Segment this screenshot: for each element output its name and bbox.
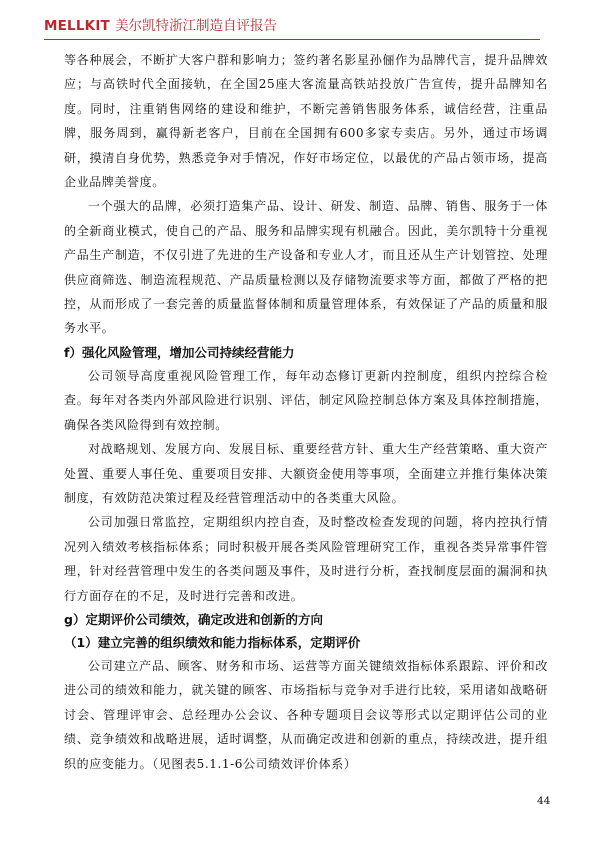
- report-body: [64, 48, 548, 776]
- section-heading-f: f）强化风险管理，增加公司持续经营能力: [64, 344, 295, 360]
- paragraph-performance-evaluation: 公司建立产品、顾客、财务和市场、运营等方面关键绩效指标体系跟踪、评价和改进公司的绩效和能力，就关键的顾客、市场指标与竞争对手进行比较，采用诸如战略研讨会、管理评审会、总经理办公会议、各种专题项目会议等形式以定期评估公司的业绩、竞争绩效和战略进展，适时调整，从而确定改进和创新的重点，持续改进，提升组织的应变能力。（见图表5.1.1-6公司绩效评价体系）: [64, 658, 548, 771]
- header-report-title: 浙江制造自评报告: [169, 18, 278, 34]
- subsection-heading-g1: （1）建立完善的组织绩效和能力指标体系，定期评价: [64, 634, 361, 650]
- paragraph-collective-decision: 对战略规划、发展方向、发展目标、重要经营方针、重大生产经营策略、重大资产处置、重要人事任免、重要项目安排、大额资金使用等事项，全面建立并推行集体决策制度，有效防范决策过程及经营管理活动中的各类重大风险。: [64, 442, 548, 505]
- header-company-name: 美尔凯特: [115, 18, 170, 34]
- paragraph-risk-control: 公司领导高度重视风险管理工作，每年动态修订更新内控制度，组织内控综合检查。每年对各类内外部风险进行识别、评估，制定风险控制总体方案及具体控制措施，确保各类风险得到有效控制。: [64, 368, 548, 432]
- page-header: [44, 13, 540, 40]
- paragraph-internal-monitoring: 公司加强日常监控，定期组织内控自查，及时整改检查发现的问题，将内控执行情况列入绩效考核指标体系；同时积极开展各类风险管理研究工作，重视各类异常事件管理，针对经营管理中发生的各类问题及事件，及时进行分析，查找制度层面的漏洞和执行方面存在的不足，及时进行完善和改进。: [64, 515, 548, 603]
- section-heading-g: g）定期评价公司绩效，确定改进和创新的方向: [64, 611, 323, 627]
- brand-logo-text: MELLKIT: [44, 18, 110, 34]
- paragraph-brand-manufacturing: 一个强大的品牌，必须打造集产品、设计、研发、制造、品牌、销售、服务于一体的全新商业模式，使自己的产品、服务和品牌实现有机融合。因此，美尔凯特十分重视产品生产制造，不仅引进了先进的生产设备和专业人才，而且还从生产计划管控、处理供应商筛选、制造流程规范、产品质量检测以及存储物流要求等方面，都做了严格的把控，从而形成了一套完善的质量监督体制和质量管理体系，有效保证了产品的质量和服务水平。: [64, 199, 548, 336]
- paragraph-marketing-continued: 等各种展会，不断扩大客户群和影响力；签约著名影星孙俪作为品牌代言，提升品牌效应；与高铁时代全面接轨，在全国25座大客流量高铁站投放广告宣传，提升品牌知名度。同时，注重销售网络的建设和维护，不断完善销售服务体系，诚信经营，注重品牌，服务周到，赢得新老客户，目前在全国拥有600多家专卖店。另外，通过市场调研，摸清自身优势，熟悉竞争对手情况，作好市场定位，以最优的产品占领市场，提高企业品牌美誉度。: [64, 53, 548, 190]
- page-number: 44: [537, 795, 551, 807]
